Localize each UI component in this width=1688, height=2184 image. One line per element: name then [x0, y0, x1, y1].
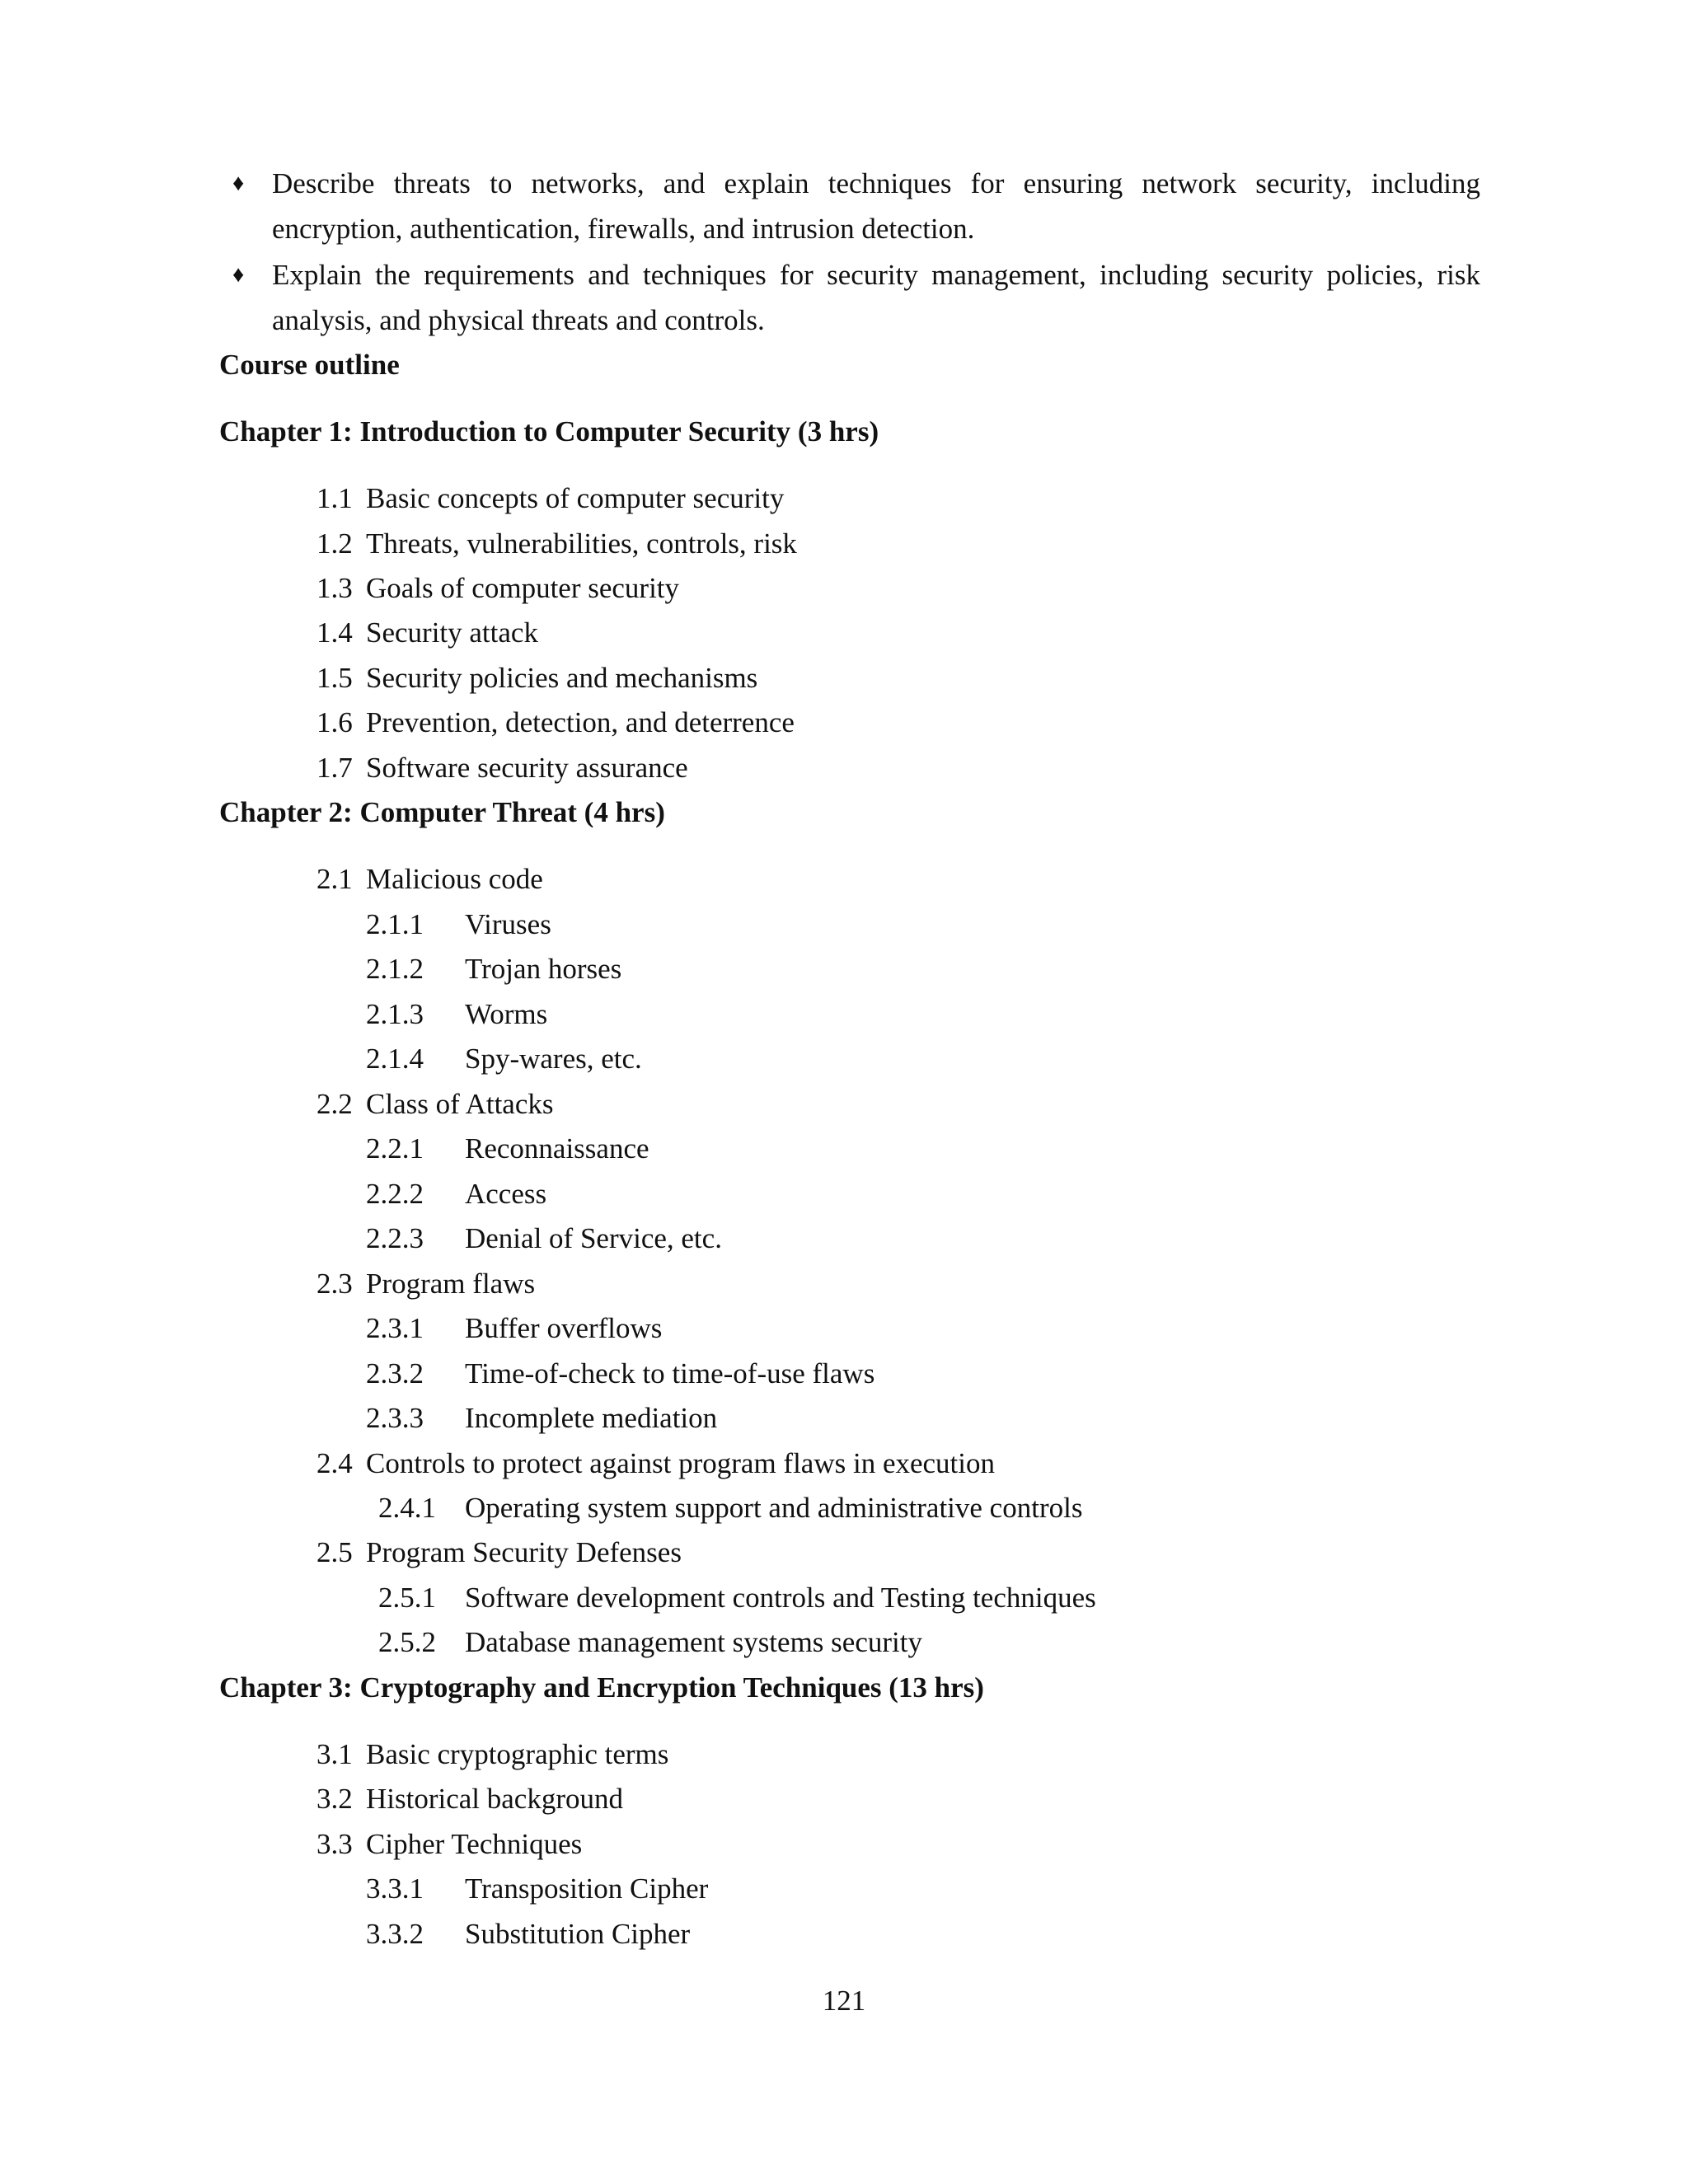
- outline-subitem: [378, 1485, 1082, 1530]
- item-text: Controls to protect against program flaws in execution: [366, 1447, 996, 1479]
- diamond-bullet-icon: ♦: [232, 171, 245, 196]
- outline-subitem: [366, 946, 621, 991]
- item-number: 1.3: [316, 572, 353, 604]
- item-number: 2.3.1: [366, 1312, 424, 1344]
- item-number: 2.5: [316, 1536, 353, 1568]
- item-number: 2.4: [316, 1447, 353, 1479]
- bullet-text: Describe threats to networks, and explain techniques for ensuring network security, including encryption, authentication, firewalls, and intrusion detection.: [272, 167, 1480, 245]
- item-text: Historical background: [366, 1783, 623, 1815]
- item-text: Trojan horses: [465, 953, 622, 985]
- outline-item: [316, 745, 688, 790]
- item-number: 2.2.3: [366, 1222, 424, 1254]
- outline-subitem: [366, 1911, 690, 1957]
- item-text: Basic concepts of computer security: [366, 482, 785, 514]
- item-number: 2.3: [316, 1268, 353, 1300]
- item-text: Class of Attacks: [366, 1088, 554, 1120]
- item-text: Incomplete mediation: [465, 1402, 718, 1434]
- item-text: Database management systems security: [465, 1626, 922, 1658]
- item-text: Denial of Service, etc.: [465, 1222, 722, 1254]
- outline-item: [316, 1530, 682, 1575]
- item-text: Buffer overflows: [465, 1312, 663, 1344]
- outline-item: [316, 476, 784, 521]
- item-number: 1.5: [316, 662, 353, 694]
- outline-item: [316, 1732, 668, 1777]
- outline-item: [316, 1821, 582, 1867]
- outline-item: [316, 565, 679, 611]
- item-number: 2.5.1: [378, 1582, 436, 1614]
- outline-subitem: [378, 1619, 922, 1665]
- item-text: Security policies and mechanisms: [366, 662, 758, 694]
- item-number: 2.1.2: [366, 953, 424, 985]
- item-number: 2.1.4: [366, 1043, 424, 1075]
- item-number: 2.3.2: [366, 1357, 424, 1390]
- item-text: Viruses: [465, 908, 551, 940]
- item-number: 3.3.1: [366, 1872, 424, 1905]
- diamond-bullet-icon: ♦: [232, 262, 245, 288]
- outline-item: [316, 856, 543, 902]
- outline-subitem: [366, 1395, 717, 1441]
- course-outline-heading: Course outline: [219, 349, 400, 381]
- item-text: Program flaws: [366, 1268, 536, 1300]
- item-number: 1.2: [316, 527, 353, 560]
- item-number: 2.1.1: [366, 908, 424, 940]
- item-text: Threats, vulnerabilities, controls, risk: [366, 527, 797, 560]
- item-text: Security attack: [366, 616, 538, 649]
- item-number: 1.4: [316, 616, 353, 649]
- item-text: Access: [465, 1178, 547, 1210]
- item-text: Software security assurance: [366, 752, 688, 784]
- outline-subitem: [366, 991, 547, 1037]
- outline-subitem: [366, 1305, 662, 1351]
- outline-subitem: [366, 1351, 874, 1396]
- outline-subitem: [366, 1171, 546, 1216]
- item-text: Transposition Cipher: [465, 1872, 709, 1905]
- item-text: Worms: [465, 998, 548, 1030]
- item-number: 1.6: [316, 706, 353, 738]
- chapter-heading: Chapter 2: Computer Threat (4 hrs): [219, 796, 665, 828]
- item-number: 2.5.2: [378, 1626, 436, 1658]
- item-number: 2.3.3: [366, 1402, 424, 1434]
- outline-subitem: [366, 902, 551, 947]
- outline-subitem: [366, 1866, 708, 1911]
- outline-subitem: [366, 1036, 642, 1081]
- chapter-heading: Chapter 1: Introduction to Computer Security (3 hrs): [219, 415, 879, 448]
- item-text: Reconnaissance: [465, 1132, 649, 1165]
- item-text: Goals of computer security: [366, 572, 680, 604]
- item-number: 2.2: [316, 1088, 353, 1120]
- outline-item: [316, 1261, 535, 1306]
- item-text: Software development controls and Testing techniques: [465, 1582, 1096, 1614]
- item-text: Basic cryptographic terms: [366, 1738, 669, 1770]
- item-text: Malicious code: [366, 863, 543, 895]
- item-number: 1.7: [316, 752, 353, 784]
- outline-subitem: [378, 1575, 1096, 1620]
- bullet-item: [232, 252, 1480, 343]
- bullet-item: [232, 161, 1480, 251]
- page-number: 121: [822, 1985, 866, 2017]
- item-number: 2.4.1: [378, 1492, 436, 1524]
- item-number: 2.2.1: [366, 1132, 424, 1165]
- item-text: Time-of-check to time-of-use flaws: [465, 1357, 875, 1390]
- outline-item: [316, 1776, 623, 1821]
- outline-item: [316, 655, 757, 701]
- item-number: 2.1.3: [366, 998, 424, 1030]
- item-number: 2.1: [316, 863, 353, 895]
- outline-item: [316, 700, 795, 745]
- item-number: 3.2: [316, 1783, 353, 1815]
- outline-item: [316, 1081, 553, 1127]
- item-number: 3.1: [316, 1738, 353, 1770]
- item-text: Cipher Techniques: [366, 1828, 583, 1860]
- outline-item: [316, 521, 797, 566]
- item-text: Substitution Cipher: [465, 1918, 691, 1950]
- item-text: Operating system support and administrative controls: [465, 1492, 1083, 1524]
- item-text: Prevention, detection, and deterrence: [366, 706, 795, 738]
- outline-subitem: [366, 1216, 722, 1261]
- item-text: Spy-wares, etc.: [465, 1043, 642, 1075]
- item-number: 2.2.2: [366, 1178, 424, 1210]
- bullet-text: Explain the requirements and techniques for security management, including security policies, risk analysis, and physical threats and controls.: [272, 259, 1480, 336]
- item-number: 3.3: [316, 1828, 353, 1860]
- item-number: 3.3.2: [366, 1918, 424, 1950]
- chapter-heading: Chapter 3: Cryptography and Encryption Techniques (13 hrs): [219, 1671, 984, 1704]
- outline-item: [316, 1441, 995, 1486]
- item-number: 1.1: [316, 482, 353, 514]
- outline-subitem: [366, 1126, 649, 1171]
- item-text: Program Security Defenses: [366, 1536, 682, 1568]
- outline-item: [316, 610, 538, 655]
